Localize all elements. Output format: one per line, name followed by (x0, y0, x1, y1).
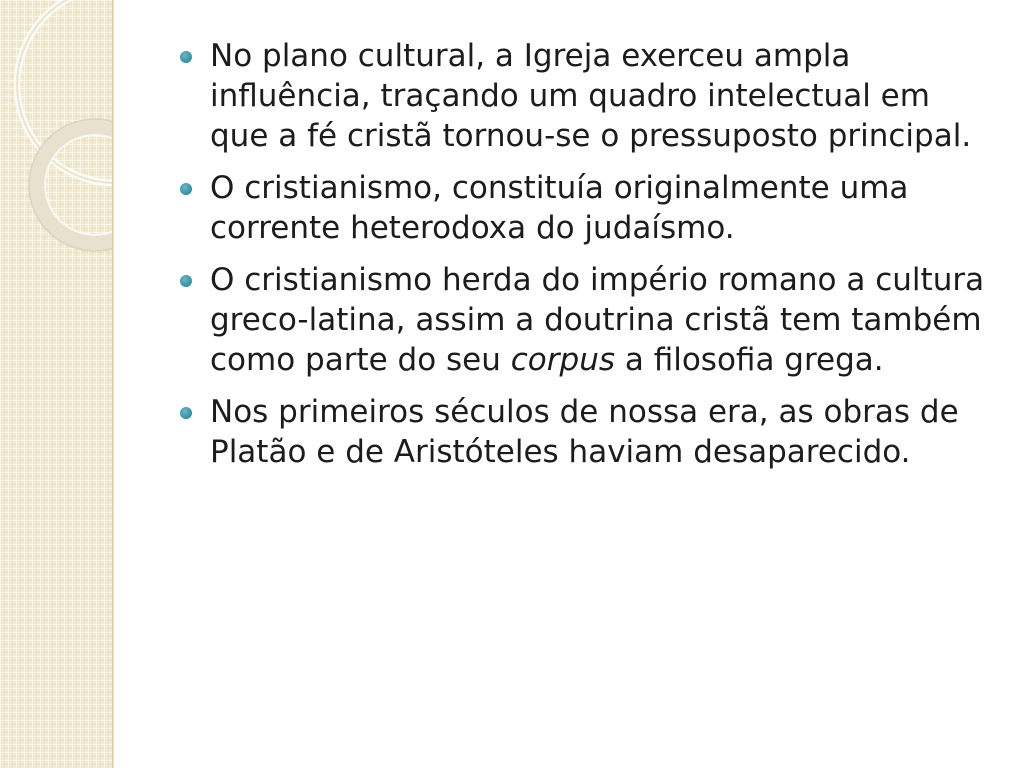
bullet-item (178, 392, 998, 472)
bullet-item (178, 168, 998, 248)
large-ring (17, 0, 114, 183)
bullet-text: O cristianismo, constituía originalmente uma corrente heterodoxa do judaísmo. (210, 170, 909, 246)
bullet-item (178, 36, 998, 156)
bullet-text: Nos primeiros séculos de nossa era, as obras de Platão e de Aristóteles haviam desaparecido. (210, 394, 959, 470)
bullet-item (178, 260, 998, 380)
bullet-text: No plano cultural, a Igreja exerceu ampla influência, traçando um quadro intelectual em que a fé cristã tornou-se o pressuposto principal. (210, 38, 972, 154)
panel-edge (112, 0, 114, 768)
bullet-icon (180, 407, 192, 419)
bullet-icon (180, 51, 192, 63)
bullet-icon (180, 275, 192, 287)
bullet-text-end: a filosofia grega. (615, 342, 884, 378)
bullet-text-emphasis: corpus (510, 342, 615, 378)
bullet-list (178, 36, 998, 484)
decorative-side-panel (0, 0, 114, 768)
bullet-text-start: O cristianismo herda do império romano a cultura greco-latina, assim a doutrina cristã tem também como parte do seu (210, 262, 985, 378)
decorative-rings (0, 0, 114, 768)
bullet-icon (180, 183, 192, 195)
